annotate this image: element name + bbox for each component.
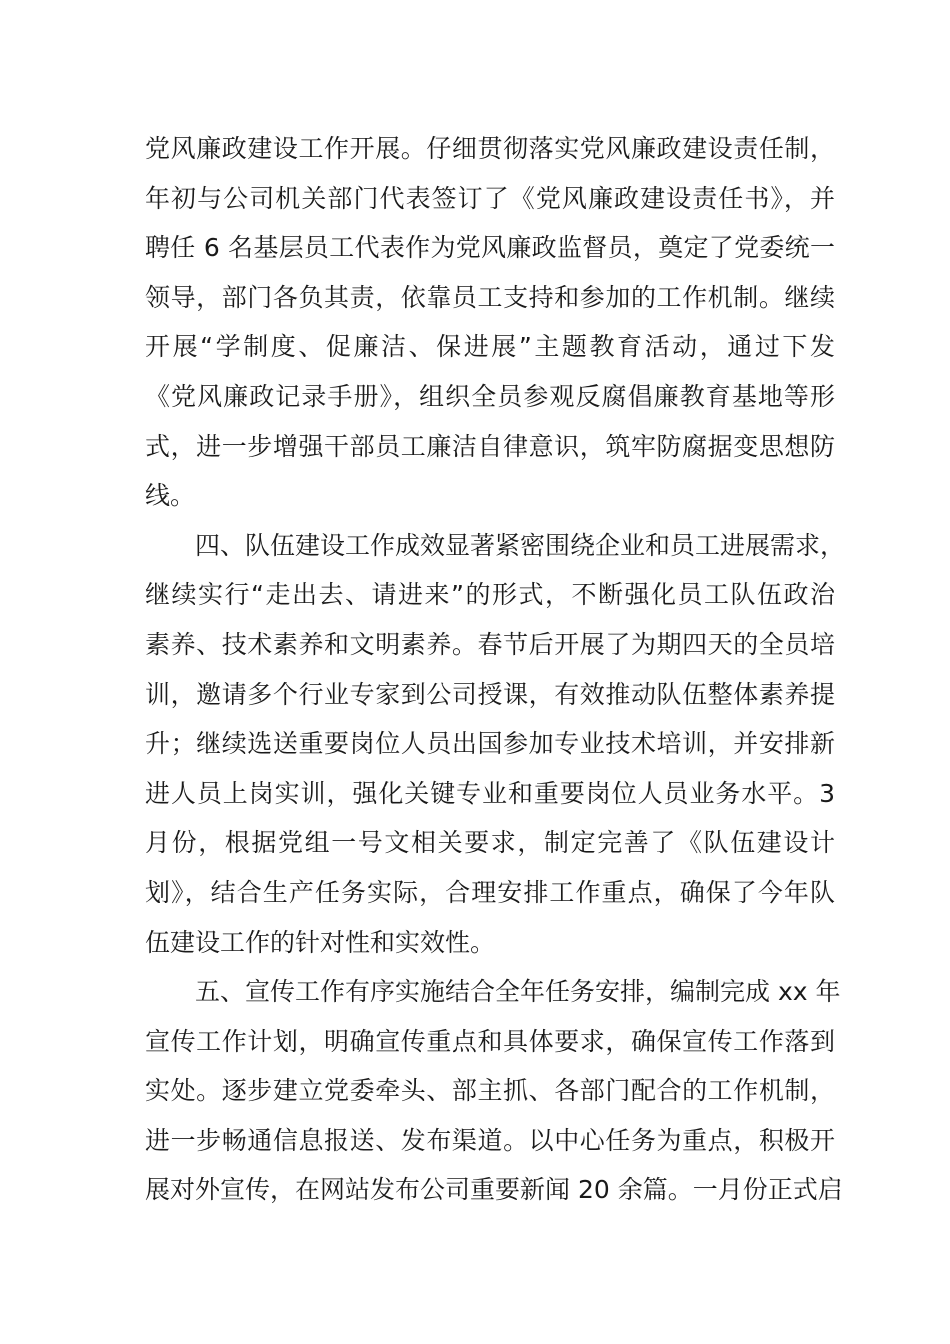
text-line: 划》，结合生产任务实际，合理安排工作重点，确保了今年队 <box>145 877 835 907</box>
text-line: 五、宣传工作有序实施结合全年任务安排，编制完成 xx 年 <box>195 977 841 1007</box>
text-line: 线。 <box>145 481 196 511</box>
text-line: 年初与公司机关部门代表签订了《党风廉政建设责任书》，并 <box>145 183 835 213</box>
text-line: 《党风廉政记录手册》，组织全员参观反腐倡廉教育基地等形 <box>145 381 835 411</box>
text-line: 进人员上岗实训，强化关键专业和重要岗位人员业务水平。3 <box>145 778 835 808</box>
text-line: 聘任 6 名基层员工代表作为党风廉政监督员，奠定了党委统一 <box>145 233 835 263</box>
text-line: 领导，部门各负其责，依靠员工支持和参加的工作机制。继续 <box>145 282 835 312</box>
text-line: 式，进一步增强干部员工廉洁自律意识，筑牢防腐据变思想防 <box>145 431 835 461</box>
text-line: 进一步畅通信息报送、发布渠道。以中心任务为重点，积极开 <box>145 1125 835 1155</box>
text-line: 升；继续选送重要岗位人员出国参加专业技术培训，并安排新 <box>145 729 835 759</box>
text-line: 训，邀请多个行业专家到公司授课，有效推动队伍整体素养提 <box>145 679 835 709</box>
text-line: 开展“学制度、促廉洁、保进展”主题教育活动，通过下发 <box>145 332 835 362</box>
text-line: 展对外宣传，在网站发布公司重要新闻 20 余篇。一月份正式启 <box>145 1175 843 1205</box>
text-line: 月份，根据党组一号文相关要求，制定完善了《队伍建设计 <box>145 828 835 858</box>
text-line: 四、队伍建设工作成效显著紧密围绕企业和员工进展需求， <box>195 530 846 560</box>
text-line: 党风廉政建设工作开展。仔细贯彻落实党风廉政建设责任制， <box>145 134 835 163</box>
text-line: 实处。逐步建立党委牵头、部主抓、各部门配合的工作机制， <box>145 1076 835 1106</box>
text-line: 素养、技术素养和文明素养。春节后开展了为期四天的全员培 <box>145 629 835 659</box>
document-body-text <box>145 124 846 1215</box>
text-line: 伍建设工作的针对性和实效性。 <box>145 927 496 957</box>
text-line: 宣传工作计划，明确宣传重点和具体要求，确保宣传工作落到 <box>145 1026 835 1056</box>
text-line: 继续实行“走出去、请进来”的形式，不断强化员工队伍政治 <box>145 580 835 610</box>
